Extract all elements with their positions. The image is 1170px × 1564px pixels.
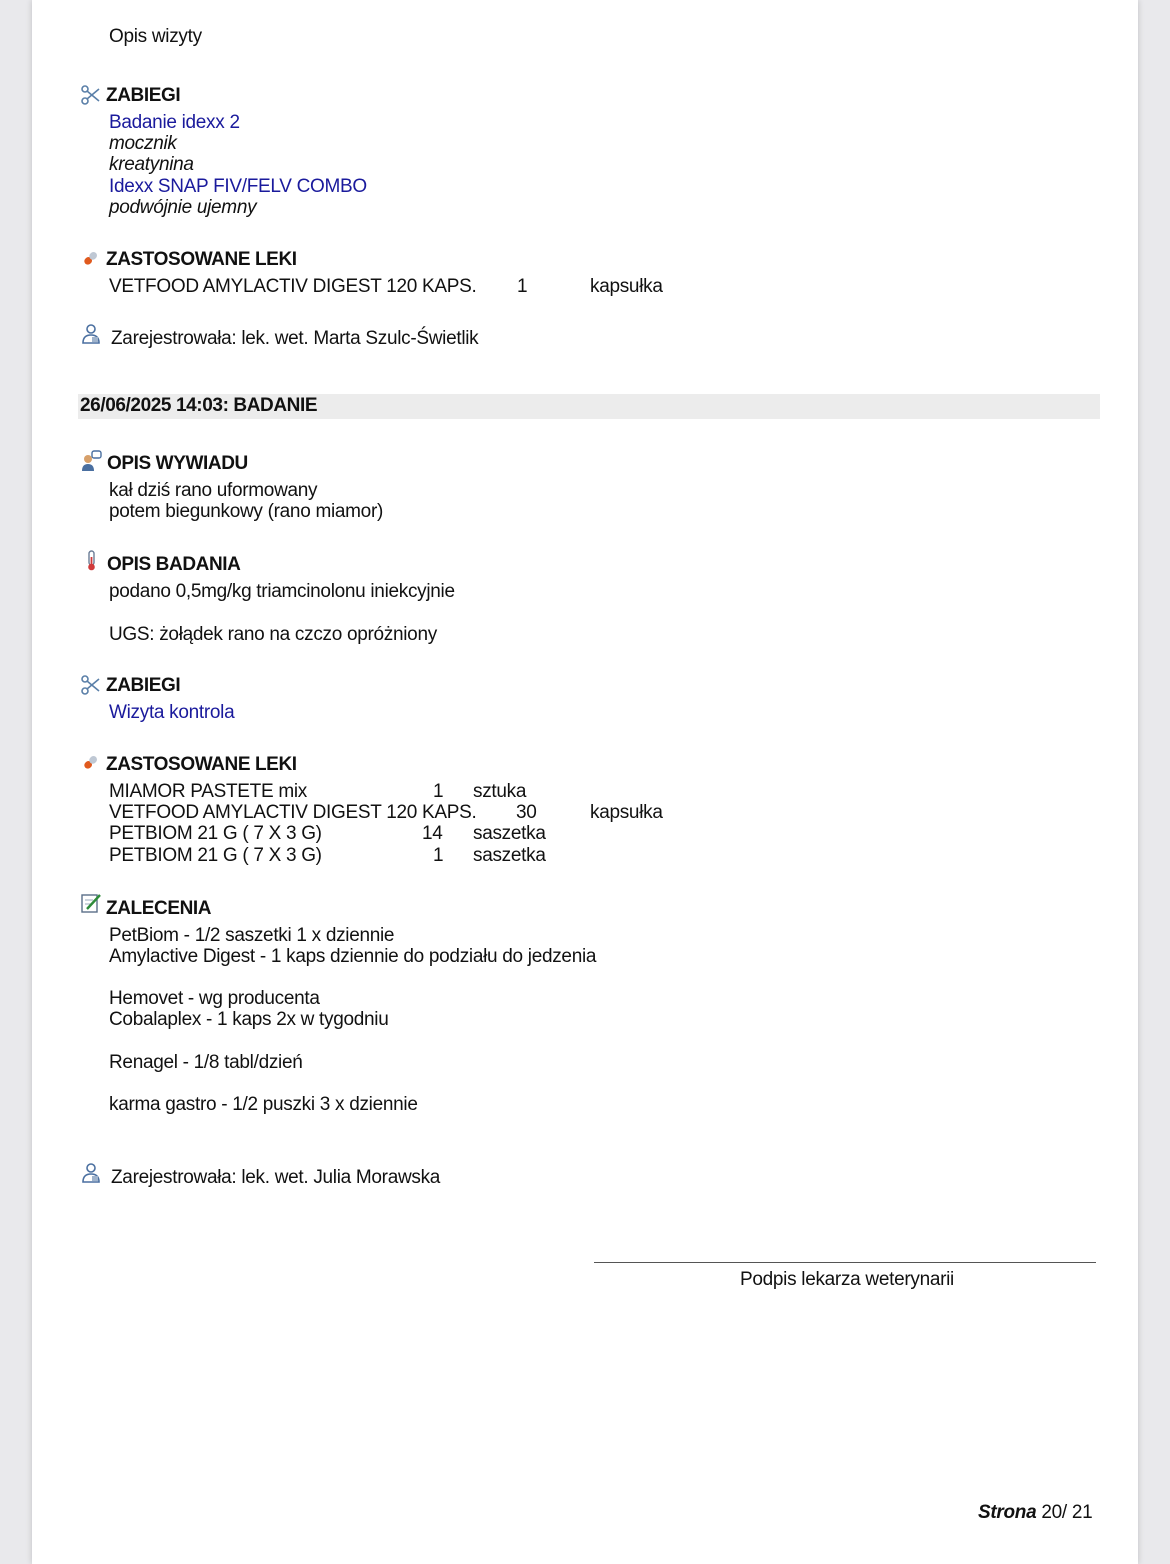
scissors-icon (80, 674, 102, 696)
drug-name: PETBIOM 21 G ( 7 X 3 G) (109, 823, 322, 844)
page-indicator (978, 1502, 1092, 1523)
recommendations-heading: ZALECENIA (106, 898, 212, 919)
drug-qty: 1 (433, 781, 444, 802)
drug-unit: kapsułka (590, 802, 663, 823)
procedure-result: podwójnie ujemny (109, 197, 257, 218)
visit-description-label: Opis wizyty (109, 26, 202, 47)
doctor-icon (80, 323, 102, 345)
procedures-heading: ZABIEGI (106, 85, 181, 106)
interview-heading: OPIS WYWIADU (107, 453, 248, 474)
visit-header-text: 26/06/2025 14:03: BADANIE (80, 395, 318, 416)
procedure-name: Idexx SNAP FIV/FELV COMBO (109, 176, 367, 197)
drug-qty: 30 (516, 802, 537, 823)
document-page (32, 0, 1138, 1564)
recommendation-line: Renagel - 1/8 tabl/dzień (109, 1052, 303, 1073)
interview-icon (80, 450, 102, 472)
thermometer-icon (80, 550, 102, 572)
drug-name: PETBIOM 21 G ( 7 X 3 G) (109, 845, 322, 866)
procedures-heading: ZABIEGI (106, 675, 181, 696)
pill-icon (80, 247, 102, 269)
interview-line: kał dziś rano uformowany (109, 480, 318, 501)
drugs-heading: ZASTOSOWANE LEKI (106, 754, 297, 775)
recommendation-line: karma gastro - 1/2 puszki 3 x dziennie (109, 1094, 418, 1115)
recommendation-line: Hemovet - wg producenta (109, 988, 320, 1009)
registered-by: Zarejestrowała: lek. wet. Julia Morawska (111, 1167, 441, 1188)
drug-unit: saszetka (473, 845, 546, 866)
procedure-result: mocznik (109, 133, 177, 154)
interview-line: potem biegunkowy (rano miamor) (109, 501, 384, 522)
drug-unit: sztuka (473, 781, 527, 802)
drug-name: MIAMOR PASTETE mix (109, 781, 307, 802)
exam-heading: OPIS BADANIA (107, 554, 241, 575)
drug-qty: 1 (517, 276, 528, 297)
drug-unit: kapsułka (590, 276, 663, 297)
drug-qty: 14 (422, 823, 443, 844)
signature-line (594, 1262, 1096, 1263)
page-word: Strona (978, 1502, 1037, 1523)
exam-line: podano 0,5mg/kg triamcinolonu iniekcyjnie (109, 581, 455, 602)
procedure-name: Badanie idexx 2 (109, 112, 240, 133)
doctor-icon (80, 1162, 102, 1184)
edit-note-icon (80, 892, 102, 914)
page-number: 20/ 21 (1041, 1502, 1093, 1523)
visit-header (78, 394, 1100, 419)
drug-name: VETFOOD AMYLACTIV DIGEST 120 KAPS. (109, 276, 477, 297)
procedure-result: kreatynina (109, 154, 194, 175)
exam-line: UGS: żołądek rano na czczo opróżniony (109, 624, 437, 645)
recommendation-line: PetBiom - 1/2 saszetki 1 x dziennie (109, 925, 395, 946)
drugs-heading: ZASTOSOWANE LEKI (106, 249, 297, 270)
drug-qty: 1 (433, 845, 444, 866)
scissors-icon (80, 84, 102, 106)
signature-label: Podpis lekarza weterynarii (740, 1269, 954, 1290)
drug-name: VETFOOD AMYLACTIV DIGEST 120 KAPS. (109, 802, 477, 823)
registered-by: Zarejestrowała: lek. wet. Marta Szulc-Świetlik (111, 328, 479, 349)
recommendation-line: Cobalaplex - 1 kaps 2x w tygodniu (109, 1009, 389, 1030)
procedure-name: Wizyta kontrola (109, 702, 235, 723)
drug-unit: saszetka (473, 823, 546, 844)
recommendation-line: Amylactive Digest - 1 kaps dziennie do podziału do jedzenia (109, 946, 597, 967)
pill-icon (80, 751, 102, 773)
